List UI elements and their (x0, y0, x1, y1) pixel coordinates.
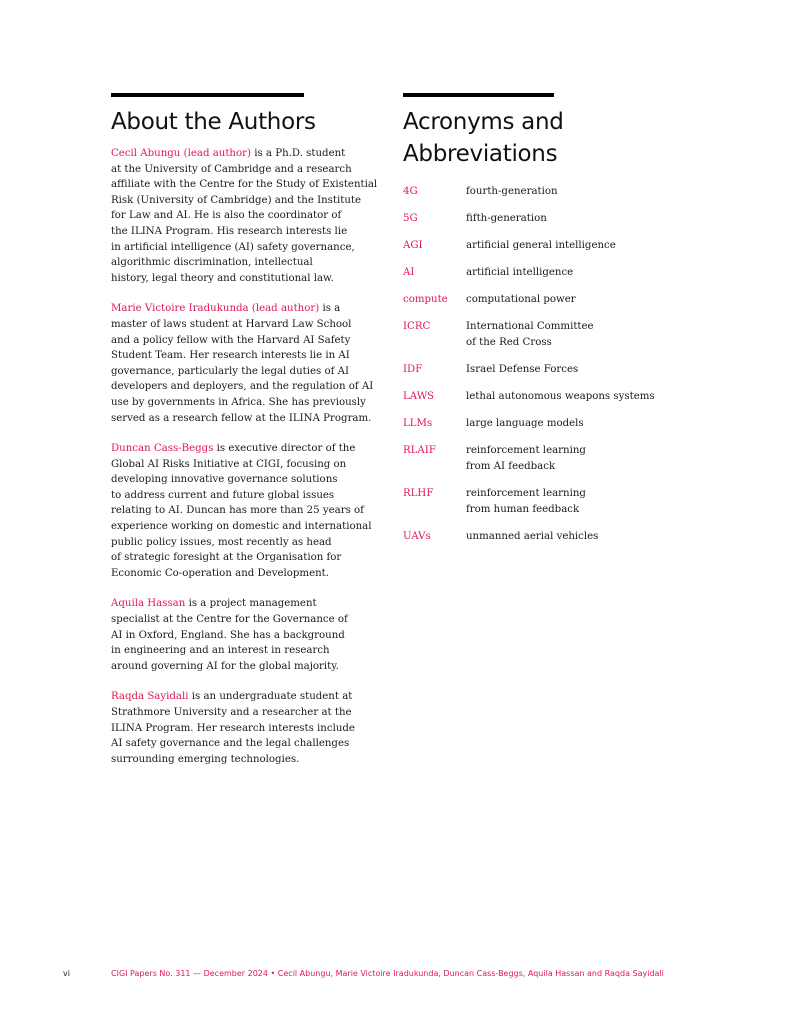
bio-line: developing innovative governance solutions (111, 474, 338, 486)
acronym-row (403, 211, 693, 227)
bio-first-line (111, 146, 386, 162)
footer-citation: CIGI Papers No. 311 — December 2024 • Cecil Abungu, Marie Victoire Iradukunda, Duncan Cass-Beggs, Aquila Hassan and Raqda Sayidali (111, 969, 664, 978)
bio-line: around governing AI for the global majority. (111, 660, 339, 672)
bio-line: governance, particularly the legal duties of AI (111, 365, 350, 377)
definition-line: reinforcement learning (466, 445, 586, 457)
acronym-definition (466, 389, 655, 405)
bio-line: ILINA Program. Her research interests include (111, 722, 355, 734)
bio-line: in engineering and an interest in research (111, 645, 330, 657)
acronym-term: compute (403, 294, 448, 306)
bio-line: is a (319, 303, 341, 315)
acronym-row (403, 389, 693, 405)
section-rule (111, 93, 304, 97)
definition-line: reinforcement learning (466, 488, 586, 500)
about-authors-heading: About the Authors (111, 109, 316, 135)
definition-line: of the Red Cross (466, 337, 552, 349)
bio-line: the ILINA Program. His research interests lie (111, 225, 348, 237)
acronym-term: 4G (403, 186, 418, 197)
definition-line: computational power (466, 294, 576, 306)
bio-line: is a project management (185, 598, 317, 610)
bio-line: developers and deployers, and the regulation of AI (111, 381, 374, 393)
definition-line: unmanned aerial vehicles (466, 530, 599, 542)
acronym-definition (466, 416, 584, 432)
acronym-row (403, 292, 693, 308)
bio-line: specialist at the Centre for the Governance of (111, 614, 348, 626)
author-name: Duncan Cass-Beggs (111, 443, 214, 455)
acronym-row (403, 265, 693, 281)
acronym-term: 5G (403, 213, 418, 225)
definition-line: from human feedback (466, 503, 580, 515)
acronym-row (403, 362, 693, 378)
definition-line: artificial intelligence (466, 267, 574, 279)
bio-line: Risk (University of Cambridge) and the Institute (111, 194, 362, 206)
author-name: Marie Victoire Iradukunda (lead author) (111, 303, 320, 315)
bio-line: use by governments in Africa. She has previously (111, 396, 366, 408)
bio-line: history, legal theory and constitutional law. (111, 272, 334, 284)
acronym-term: LLMs (403, 418, 433, 430)
bio-line: AI in Oxford, England. She has a background (111, 629, 345, 641)
bio-line: at the University of Cambridge and a research (111, 163, 352, 175)
about-authors-section (111, 93, 386, 782)
acronym-term: UAVs (403, 530, 431, 542)
acronym-row (403, 416, 693, 432)
bio-line: surrounding emerging technologies. (111, 753, 300, 765)
bio-first-line (111, 301, 386, 317)
bio-line: Global AI Risks Initiative at CIGI, focusing on (111, 458, 347, 470)
definition-line: from AI feedback (466, 461, 556, 473)
acronyms-heading-line2: Abbreviations (403, 141, 558, 167)
bio-line: AI safety governance and the legal challenges (111, 738, 350, 750)
acronyms-heading (403, 106, 693, 170)
acronym-definition (466, 443, 586, 474)
bio-first-line (111, 441, 386, 457)
author-bio-abungu (111, 146, 386, 286)
acronym-definition (466, 184, 558, 200)
bio-line: is a Ph.D. student (250, 148, 346, 159)
bio-line: master of laws student at Harvard Law School (111, 318, 352, 330)
bio-line: is an undergraduate student at (188, 691, 353, 703)
section-rule (403, 93, 554, 97)
acronym-term: IDF (403, 364, 423, 376)
acronym-definition (466, 529, 598, 545)
author-bio-iradukunda (111, 301, 386, 426)
bio-first-line (111, 596, 386, 612)
bio-line: relating to AI. Duncan has more than 25 years of (111, 505, 364, 517)
acronym-row (403, 238, 693, 254)
bio-line: to address current and future global issues (111, 489, 335, 501)
bio-line: served as a research fellow at the ILINA Program. (111, 412, 372, 424)
acronym-definition (466, 486, 586, 517)
acronym-definition (466, 319, 594, 350)
bio-line: for Law and AI. He is also the coordinator of (111, 210, 342, 222)
acronym-definition (466, 211, 547, 227)
acronyms-heading-line1: Acronyms and (403, 109, 564, 135)
acronym-row (403, 184, 693, 200)
acronym-row (403, 486, 693, 517)
bio-line: affiliate with the Centre for the Study of Existential (111, 179, 378, 191)
bio-line: Strathmore University and a researcher at the (111, 707, 352, 718)
bio-line: algorithmic discrimination, intellectual (111, 257, 313, 269)
author-name: Raqda Sayidali (111, 691, 189, 703)
definition-line: large language models (466, 418, 584, 430)
author-bio-hassan (111, 596, 386, 674)
definition-line: artificial general intelligence (466, 240, 616, 252)
acronym-definition (466, 265, 573, 281)
acronym-term: AGI (403, 240, 423, 252)
bio-line: and a policy fellow with the Harvard AI Safety (111, 334, 351, 346)
bio-line: public policy issues, most recently as head (111, 536, 332, 548)
bio-first-line (111, 689, 386, 705)
acronym-definition (466, 292, 576, 308)
acronym-definition (466, 238, 616, 254)
acronym-row (403, 443, 693, 474)
acronym-term: RLAIF (403, 445, 436, 457)
bio-line: Student Team. Her research interests lie in AI (111, 350, 350, 362)
bio-line: is executive director of the (213, 443, 356, 455)
definition-line: fourth-generation (466, 186, 558, 197)
author-name: Aquila Hassan (111, 598, 186, 610)
acronym-term: RLHF (403, 488, 434, 500)
acronym-definition (466, 362, 578, 378)
bio-line: Economic Co-operation and Development. (111, 567, 329, 579)
bio-line: in artificial intelligence (AI) safety governance, (111, 241, 355, 253)
acronym-term: ICRC (403, 321, 431, 333)
bio-line: of strategic foresight at the Organisation for (111, 552, 342, 564)
acronyms-section (403, 93, 693, 556)
acronym-row (403, 319, 693, 350)
definition-line: Israel Defense Forces (466, 364, 579, 376)
acronym-term: LAWS (403, 391, 435, 403)
acronym-term: AI (403, 267, 415, 279)
author-name: Cecil Abungu (lead author) (111, 148, 251, 159)
acronym-row (403, 529, 693, 545)
definition-line: International Committee (466, 321, 594, 333)
definition-line: lethal autonomous weapons systems (466, 391, 655, 403)
definition-line: fifth-generation (466, 213, 547, 225)
author-bio-sayidali (111, 689, 386, 767)
bio-line: experience working on domestic and international (111, 521, 372, 533)
author-bio-cass-beggs (111, 441, 386, 581)
page-number: vi (63, 969, 70, 978)
